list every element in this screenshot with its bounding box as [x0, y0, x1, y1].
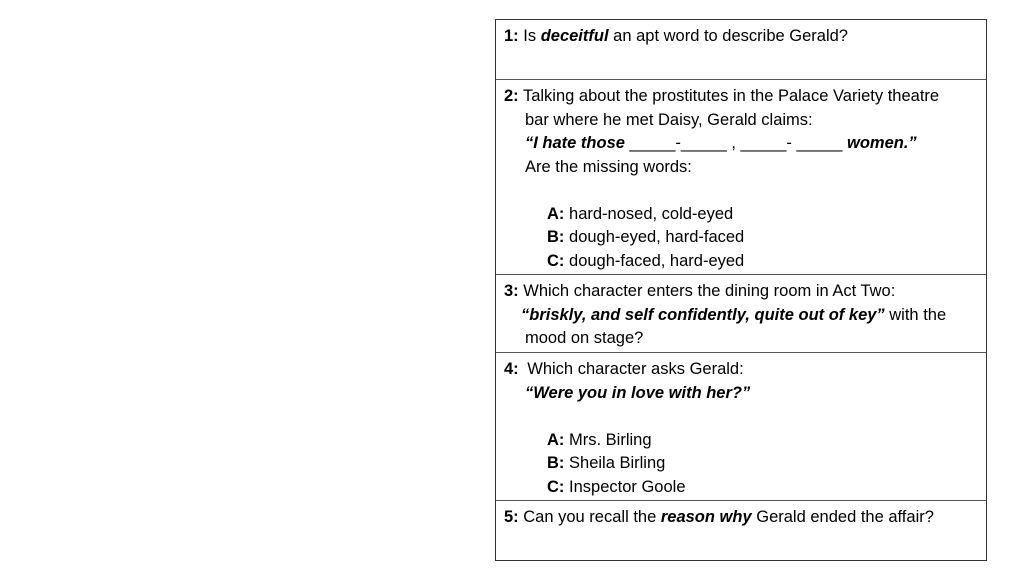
question-4-line-1: Which character asks Gerald: — [527, 360, 744, 378]
question-2-option-b — [504, 226, 978, 250]
option-text: dough-eyed, hard-faced — [569, 228, 745, 246]
question-3-line-1: Which character enters the dining room in Act Two: — [523, 282, 896, 300]
question-5 — [496, 500, 986, 560]
question-3-quote-line — [504, 304, 978, 328]
option-letter: A: — [547, 430, 565, 449]
question-3-line-3: mood on stage? — [525, 329, 644, 347]
question-2-option-c — [504, 250, 978, 274]
question-4-number: 4: — [504, 360, 519, 378]
question-4-option-c — [504, 476, 978, 500]
question-5-emphasis: reason why — [660, 508, 752, 526]
question-5-text-post: Gerald ended the affair? — [756, 508, 934, 526]
question-2-quote-start: “I hate those — [525, 134, 625, 152]
question-2-option-a — [504, 203, 978, 227]
option-text: Sheila Birling — [569, 454, 666, 472]
question-2-line-1: Talking about the prostitutes in the Palace Variety theatre — [522, 87, 940, 105]
question-5-text-pre: Can you recall the — [523, 508, 657, 526]
question-1-emphasis: deceitful — [540, 27, 609, 45]
question-2 — [496, 79, 986, 274]
quiz-table — [495, 19, 987, 561]
question-2-prompt: Are the missing words: — [525, 157, 692, 176]
option-text: dough-faced, hard-eyed — [569, 251, 745, 270]
option-letter: C: — [547, 251, 565, 270]
option-text: Inspector Goole — [569, 477, 686, 496]
option-letter: B: — [547, 228, 565, 246]
question-4-quote: “Were you in love with her?” — [525, 383, 751, 402]
question-4-option-b — [504, 452, 978, 476]
option-text: Mrs. Birling — [569, 430, 652, 449]
question-1-number: 1: — [504, 27, 519, 45]
question-3-quote: “briskly, and self confidently, quite out of key” — [521, 305, 885, 324]
question-2-quote-end: women.” — [846, 134, 917, 152]
question-4 — [496, 352, 986, 500]
question-3 — [496, 274, 986, 352]
option-letter: C: — [547, 477, 565, 496]
question-5-number: 5: — [504, 508, 519, 526]
question-1 — [496, 20, 986, 79]
question-3-number: 3: — [504, 282, 519, 300]
question-1-text-pre: Is — [523, 27, 537, 45]
option-text: hard-nosed, cold-eyed — [569, 204, 734, 223]
question-2-line-2: bar where he met Daisy, Gerald claims: — [525, 110, 813, 129]
question-2-quote — [504, 132, 978, 156]
question-3-after-quote: with the — [889, 305, 947, 324]
question-1-text-post: an apt word to describe Gerald? — [613, 27, 848, 45]
question-2-number: 2: — [504, 87, 519, 105]
question-2-blanks: _____-_____ , _____- _____ — [629, 134, 843, 152]
question-4-option-a — [504, 429, 978, 453]
option-letter: B: — [547, 454, 565, 472]
option-letter: A: — [547, 204, 565, 223]
